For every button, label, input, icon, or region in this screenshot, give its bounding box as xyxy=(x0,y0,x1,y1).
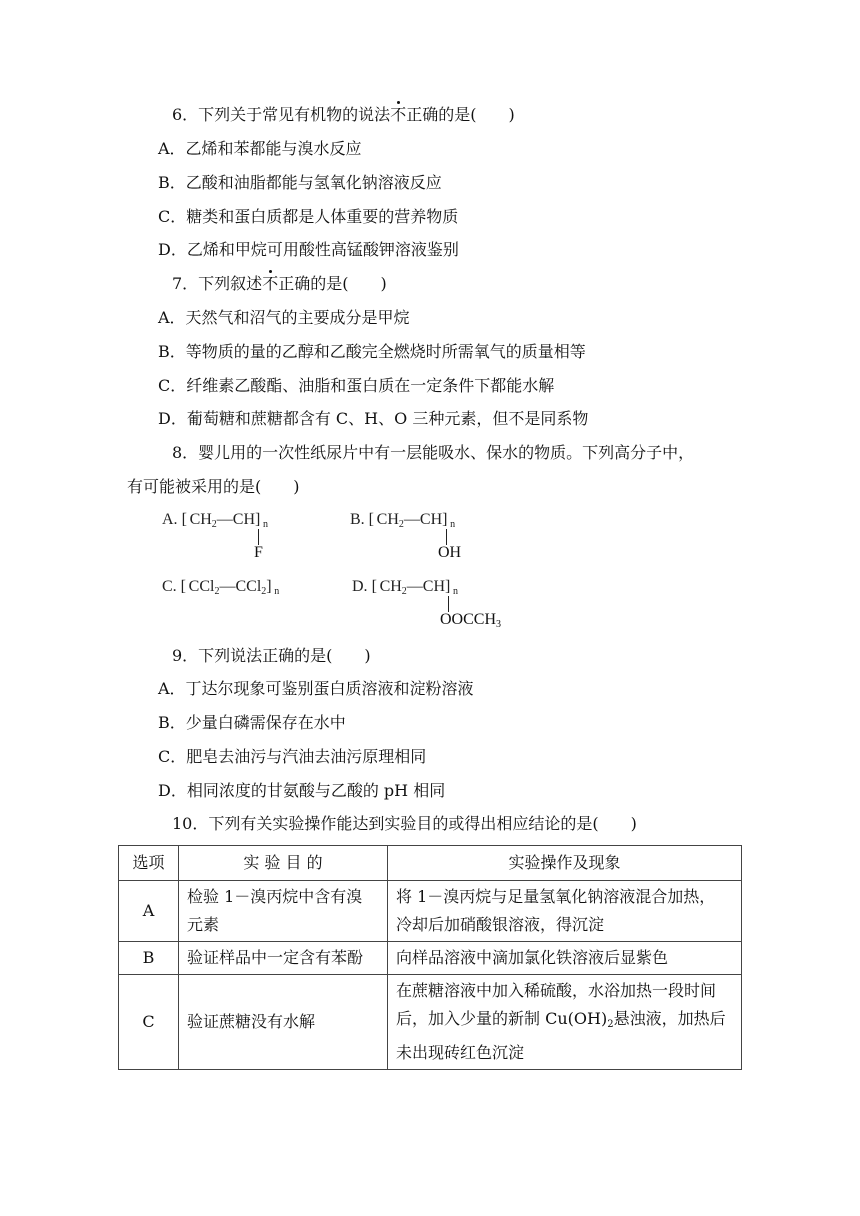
q10-stem: 10．下列有关实验操作能达到实验目的或得出相应结论的是( ) xyxy=(172,814,637,833)
row-c-option: C xyxy=(119,975,179,1070)
table-row xyxy=(119,881,742,942)
q6-option-a: A．乙烯和苯都能与溴水反应 xyxy=(158,139,362,158)
header-option: 选项 xyxy=(119,846,179,881)
table-header-row xyxy=(119,846,742,881)
row-a-option: A xyxy=(119,881,179,942)
q7-emphasis: 不 xyxy=(262,274,279,293)
q7-option-a: A．天然气和沼气的主要成分是甲烷 xyxy=(158,308,410,327)
table-row xyxy=(119,975,742,1070)
row-b-operation: 向样品溶液中滴加氯化铁溶液后显紫色 xyxy=(388,942,742,975)
row-a-operation: 将 1－溴丙烷与足量氢氧化钠溶液混合加热， 冷却后加硝酸银溶液，得沉淀 xyxy=(388,881,742,942)
q7-stem-b: 正确的是( ) xyxy=(278,274,387,293)
q8-formula-a: A. [ $CH_2—CH$] $_n$ xyxy=(162,511,269,530)
q8-formula-d: D. [ $CH_2—CH$] $_n$ xyxy=(352,578,459,597)
q6-option-c: C．糖类和蛋白质都是人体重要的营养物质 xyxy=(158,207,459,226)
table-row xyxy=(119,942,742,975)
q7-option-b: B．等物质的量的乙醇和乙酸完全燃烧时所需氧气的质量相等 xyxy=(158,342,586,361)
q8-b-substituent: OH xyxy=(438,544,462,561)
q8-stem-line2: 有可能被采用的是( ) xyxy=(127,477,300,496)
q8-a-substituent: F xyxy=(254,544,263,561)
q9-stem: 9．下列说法正确的是( ) xyxy=(172,646,371,665)
q9-option-d: D．相同浓度的甘氨酸与乙酸的 pH 相同 xyxy=(158,781,446,800)
row-b-goal: 验证样品中一定含有苯酚 xyxy=(179,942,388,975)
q8-formula-b: B. [ $CH_2—CH$] $_n$ xyxy=(350,511,456,530)
q9-option-c: C．肥皂去油污与汽油去油污原理相同 xyxy=(158,747,427,766)
q9-option-a: A．丁达尔现象可鉴别蛋白质溶液和淀粉溶液 xyxy=(158,679,474,698)
q6-emphasis: 不 xyxy=(390,105,407,124)
row-a-goal: 检验 1－溴丙烷中含有溴 元素 xyxy=(179,881,388,942)
q6-option-b: B．乙酸和油脂都能与氢氧化钠溶液反应 xyxy=(158,173,442,192)
row-b-option: B xyxy=(119,942,179,975)
header-goal: 实 验 目 的 xyxy=(179,846,388,881)
q7-option-d: D．葡萄糖和蔗糖都含有 C、H、O 三种元素，但不是同系物 xyxy=(158,409,589,428)
q8-d-substituent: $OOCCH_3$ xyxy=(440,611,502,630)
row-c-operation: 在蔗糖溶液中加入稀硫酸，水浴加热一段时间 后，加入少量的新制 $Cu(OH)_2$悬浊液，加热后 未出现砖红色沉淀 xyxy=(388,975,742,1070)
q7-stem-a: 7．下列叙述 xyxy=(172,274,263,293)
q8-stem-line1: 8．婴儿用的一次性纸尿片中有一层能吸水、保水的物质。下列高分子中， xyxy=(172,443,695,462)
experiment-table xyxy=(118,845,742,1070)
q6-stem xyxy=(172,105,515,125)
q6-stem-b: 正确的是( ) xyxy=(406,105,515,124)
q6-stem-a: 6．下列关于常见有机物的说法 xyxy=(172,105,391,124)
q6-option-d: D．乙烯和甲烷可用酸性高锰酸钾溶液鉴别 xyxy=(158,240,459,259)
q9-option-b: B．少量白磷需保存在水中 xyxy=(158,713,346,732)
q8-formula-c: C. [ CCl$_2$—CCl$_2$] $_n$ xyxy=(162,578,280,597)
row-c-goal: 验证蔗糖没有水解 xyxy=(179,975,388,1070)
q7-stem xyxy=(172,274,387,294)
q7-option-c: C．纤维素乙酸酯、油脂和蛋白质在一定条件下都能水解 xyxy=(158,376,555,395)
header-operation: 实验操作及现象 xyxy=(388,846,742,881)
